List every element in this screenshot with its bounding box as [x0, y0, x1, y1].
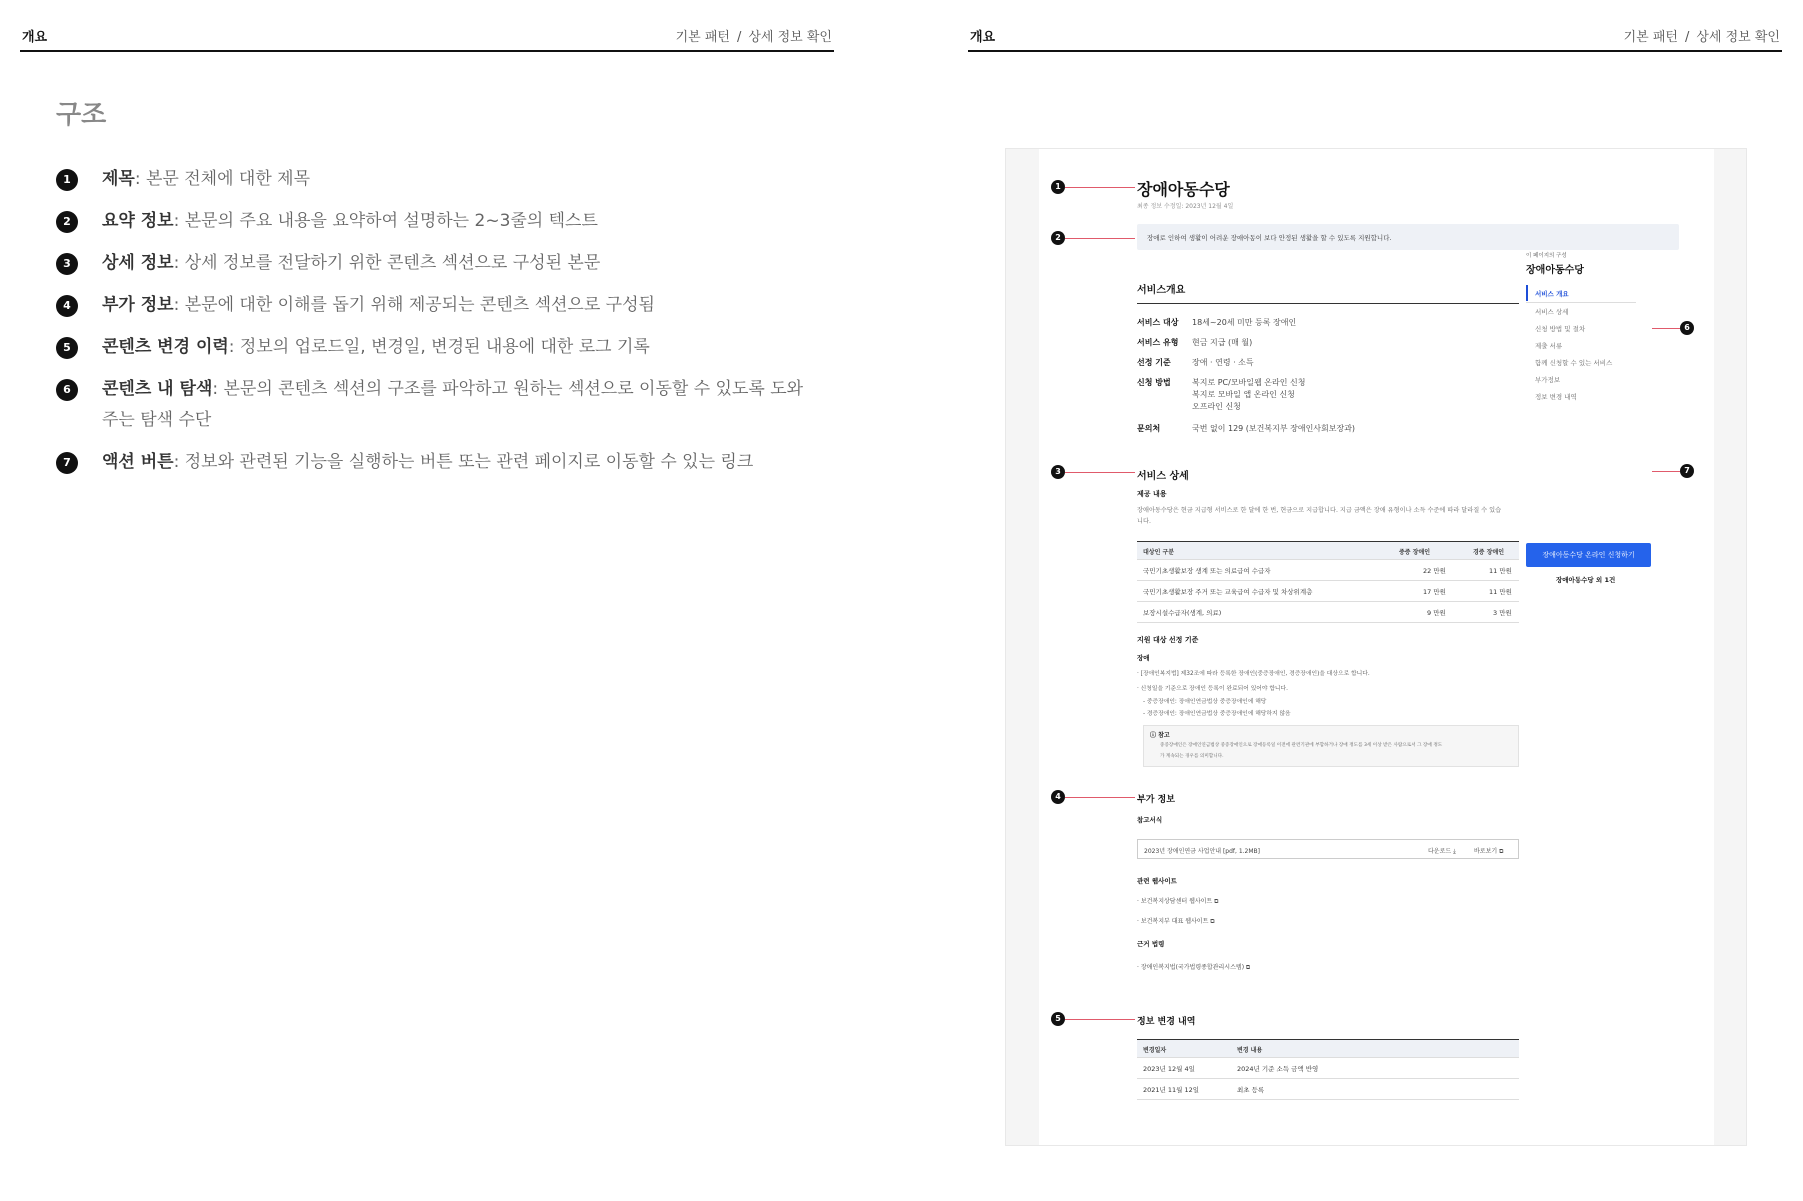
extra-subheading: 참고서식	[1137, 816, 1163, 824]
section-title: 구조	[56, 100, 107, 130]
number-badge: 2	[56, 211, 78, 233]
right-breadcrumb	[1624, 26, 1780, 45]
breadcrumb-item[interactable]: 기본 패턴	[675, 30, 730, 45]
item-desc: : 본문의 콘텐츠 섹션의 구조를 파악하고 원하는 섹션으로 이동할 수 있도록 도와주는 탐색 수단	[102, 379, 804, 430]
item-desc: : 정보의 업로드일, 변경일, 변경된 내용에 대한 로그 기록	[228, 337, 650, 357]
table-cell: 보장시설수급자(생계, 의료)	[1143, 609, 1222, 617]
item-term: 상세 정보	[102, 253, 174, 273]
note-box	[1143, 725, 1519, 767]
note-text: 가 계속되는 경우를 의미합니다.	[1160, 754, 1224, 759]
table-header-cell: 변경 내용	[1237, 1047, 1263, 1054]
table-row	[1137, 602, 1519, 623]
structure-list	[56, 164, 816, 489]
number-badge: 4	[56, 295, 78, 317]
list-item	[56, 248, 816, 279]
table-cell: 2021년 11월 12일	[1143, 1086, 1200, 1094]
history-table	[1137, 1039, 1519, 1100]
overview-key: 신청 방법	[1137, 378, 1171, 387]
number-badge: 3	[56, 253, 78, 275]
note-title: ⓘ 참고	[1150, 732, 1170, 739]
overview-key: 서비스 대상	[1137, 318, 1179, 327]
item-desc: : 상세 정보를 전달하기 위한 콘텐츠 섹션으로 구성된 본문	[173, 253, 601, 273]
marker-line	[1652, 471, 1680, 472]
overview-value: 18세~20세 미만 등록 장애인	[1192, 318, 1297, 327]
marker-6: 6	[1680, 321, 1694, 335]
criteria-bullet: - 중증장애인: 장애인연금법상 중증장애인에 해당	[1143, 699, 1267, 705]
breadcrumb-separator: /	[736, 30, 742, 45]
table-header-row	[1137, 1039, 1519, 1058]
number-badge: 6	[56, 379, 78, 401]
view-link[interactable]: 바로보기 ⧉	[1474, 848, 1504, 855]
number-badge: 1	[56, 169, 78, 191]
item-desc: : 본문 전체에 대한 제목	[134, 169, 310, 189]
summary-text: 장애로 인하여 생활이 어려운 장애아동이 보다 안정된 생활을 할 수 있도록 지원합니다.	[1147, 234, 1392, 242]
marker-line	[1065, 238, 1135, 239]
item-desc: : 정보와 관련된 기능을 실행하는 버튼 또는 관련 페이지로 이동할 수 있는 링크	[173, 452, 754, 472]
toc-title: 장애아동수당	[1526, 265, 1584, 276]
breadcrumb-item[interactable]: 기본 패턴	[1623, 30, 1678, 45]
item-desc: : 본문의 주요 내용을 요약하여 설명하는 2~3줄의 텍스트	[173, 211, 598, 231]
criteria-bullet: · 신청일을 기준으로 장애인 등록이 완료되어 있어야 합니다.	[1137, 686, 1288, 692]
marker-3: 3	[1051, 465, 1065, 479]
detail-paragraph: 장애아동수당은 현금 지급형 서비스로 한 달에 한 번, 현금으로 지급합니다. 지급 금액은 장애 유형이나 소득 수준에 따라 달라질 수 있습	[1137, 507, 1502, 514]
table-cell: 11 만원	[1489, 588, 1512, 596]
marker-line	[1065, 1019, 1135, 1020]
overview-heading: 서비스개요	[1137, 285, 1186, 296]
table-header-cell: 경증 장애인	[1473, 549, 1505, 556]
divider	[1137, 303, 1519, 304]
detail-subheading: 지원 대상 선정 기준	[1137, 636, 1199, 644]
apply-online-button[interactable]: 장애아동수당 온라인 신청하기	[1526, 543, 1651, 567]
detail-heading: 서비스 상세	[1137, 471, 1189, 482]
table-cell: 국민기초생활보장 주거 또는 교육급여 수급자 및 차상위계층	[1143, 588, 1313, 596]
external-link[interactable]: · 보건복지상담센터 웹사이트 ⧉	[1137, 898, 1219, 905]
marker-line	[1065, 797, 1135, 798]
toc-item[interactable]: 신청 방법 및 절차	[1535, 325, 1586, 333]
list-item	[56, 206, 816, 237]
right-page-header	[968, 24, 1782, 52]
table-header-cell: 중증 장애인	[1399, 549, 1431, 556]
left-breadcrumb	[676, 26, 832, 45]
overview-value: 복지로 PC/모바일웹 온라인 신청	[1192, 378, 1306, 387]
table-cell: 국민기초생활보장 생계 또는 의료급여 수급자	[1143, 567, 1271, 575]
list-item	[56, 447, 816, 478]
list-item	[56, 164, 816, 195]
external-link[interactable]: · 장애인복지법(국가법령종합관리시스템) ⧉	[1137, 964, 1251, 971]
table-cell: 3 만원	[1493, 609, 1512, 617]
example-updated-date: 최종 정보 수정일: 2023년 12월 4일	[1137, 203, 1234, 210]
item-term: 액션 버튼	[102, 452, 174, 472]
detail-paragraph: 니다.	[1137, 518, 1151, 525]
table-cell: 2024년 기준 소득 금액 반영	[1237, 1065, 1319, 1073]
overview-value: 현금 지급 (매 월)	[1192, 338, 1253, 347]
table-cell: 22 만원	[1423, 567, 1446, 575]
number-badge: 5	[56, 337, 78, 359]
criteria-bullet: · [장애인복지법] 제32조에 따라 등록한 장애인(중증장애인, 경증장애인)을 대상으로 합니다.	[1137, 671, 1370, 677]
right-header-title: 개요	[970, 30, 996, 45]
table-cell: 2023년 12월 4일	[1143, 1065, 1195, 1073]
toc-caption: 이 페이지의 구성	[1526, 253, 1567, 259]
list-item	[56, 332, 816, 363]
extra-subheading: 근거 법령	[1137, 940, 1165, 948]
left-header-title: 개요	[22, 30, 48, 45]
breadcrumb-separator: /	[1684, 30, 1690, 45]
breadcrumb-item[interactable]: 상세 정보 확인	[1696, 30, 1780, 45]
toc-item[interactable]: 함께 신청할 수 있는 서비스	[1535, 359, 1613, 367]
example-title: 장애아동수당	[1137, 180, 1230, 199]
amount-table	[1137, 541, 1519, 623]
criteria-bullet: - 경증장애인: 장애인연금법상 중증장애인에 해당하지 않음	[1143, 711, 1291, 717]
cta-subtext[interactable]: 장애아동수당 외 1건	[1556, 576, 1616, 584]
detail-subheading: 장애	[1137, 654, 1150, 662]
overview-value: 복지로 모바일 앱 온라인 신청	[1192, 390, 1295, 399]
extra-subheading: 관련 웹사이트	[1137, 877, 1177, 885]
item-desc: : 본문에 대한 이해를 돕기 위해 제공되는 콘텐츠 섹션으로 구성됨	[173, 295, 655, 315]
item-term: 부가 정보	[102, 295, 174, 315]
history-heading: 정보 변경 내역	[1137, 1017, 1196, 1027]
left-page-header	[20, 24, 834, 52]
table-cell: 17 만원	[1423, 588, 1446, 596]
toc-item[interactable]: 서비스 상세	[1535, 308, 1569, 316]
overview-value: 국번 없이 129 (보건복지부 장애인사회보장과)	[1192, 424, 1356, 433]
table-row	[1137, 560, 1519, 581]
example-page	[1039, 149, 1714, 1145]
file-item	[1137, 839, 1519, 859]
overview-value: 장애 · 연령 · 소득	[1192, 358, 1254, 367]
overview-key: 서비스 유형	[1137, 338, 1179, 347]
marker-1: 1	[1051, 180, 1065, 194]
table-cell: 11 만원	[1489, 567, 1512, 575]
divider	[1526, 302, 1636, 303]
marker-7: 7	[1680, 464, 1694, 478]
table-row	[1137, 1079, 1519, 1100]
detail-subheading: 제공 내용	[1137, 490, 1167, 498]
list-item	[56, 290, 816, 321]
extra-heading: 부가 정보	[1137, 795, 1175, 805]
table-row	[1137, 1058, 1519, 1079]
file-name: 2023년 장애인연금 사업안내 [pdf, 1.2MB]	[1144, 848, 1261, 855]
item-term: 요약 정보	[102, 211, 174, 231]
toc-active-indicator	[1526, 285, 1528, 301]
marker-line	[1065, 187, 1135, 188]
table-cell: 9 만원	[1427, 609, 1446, 617]
marker-4: 4	[1051, 790, 1065, 804]
toc-item[interactable]: 제출 서류	[1535, 342, 1563, 350]
toc-item[interactable]: 정보 변경 내역	[1535, 393, 1577, 401]
item-term: 제목	[102, 169, 135, 189]
download-link[interactable]: 다운로드 ⤓	[1428, 848, 1456, 855]
table-header-row	[1137, 541, 1519, 560]
marker-line	[1652, 328, 1680, 329]
toc-item[interactable]: 서비스 개요	[1535, 290, 1569, 298]
list-item	[56, 374, 816, 436]
table-header-cell: 변경일자	[1143, 1047, 1167, 1054]
marker-2: 2	[1051, 231, 1065, 245]
toc-item[interactable]: 부가정보	[1535, 376, 1561, 384]
number-badge: 7	[56, 452, 78, 474]
example-summary-box	[1137, 224, 1679, 250]
example-screenshot-frame	[1005, 148, 1747, 1146]
item-term: 콘텐츠 변경 이력	[102, 337, 229, 357]
marker-line	[1065, 472, 1135, 473]
table-row	[1137, 581, 1519, 602]
overview-key: 문의처	[1137, 424, 1161, 433]
table-header-cell: 대상인 구분	[1143, 549, 1175, 556]
external-link[interactable]: · 보건복지부 대표 웹사이트 ⧉	[1137, 918, 1215, 925]
overview-key: 선정 기준	[1137, 358, 1171, 367]
overview-value: 오프라인 신청	[1192, 402, 1241, 411]
breadcrumb-item[interactable]: 상세 정보 확인	[748, 30, 832, 45]
note-text: 중증장애인은 장애인연금법상 중증장애인으로 장애등록일 이전에 관련기관에 부합하거나 장애 정도를 3세 이상 받은 사람으로서 그 장애 정도	[1160, 743, 1443, 748]
table-cell: 최초 등록	[1237, 1086, 1265, 1094]
item-term: 콘텐츠 내 탐색	[102, 379, 213, 399]
marker-5: 5	[1051, 1012, 1065, 1026]
